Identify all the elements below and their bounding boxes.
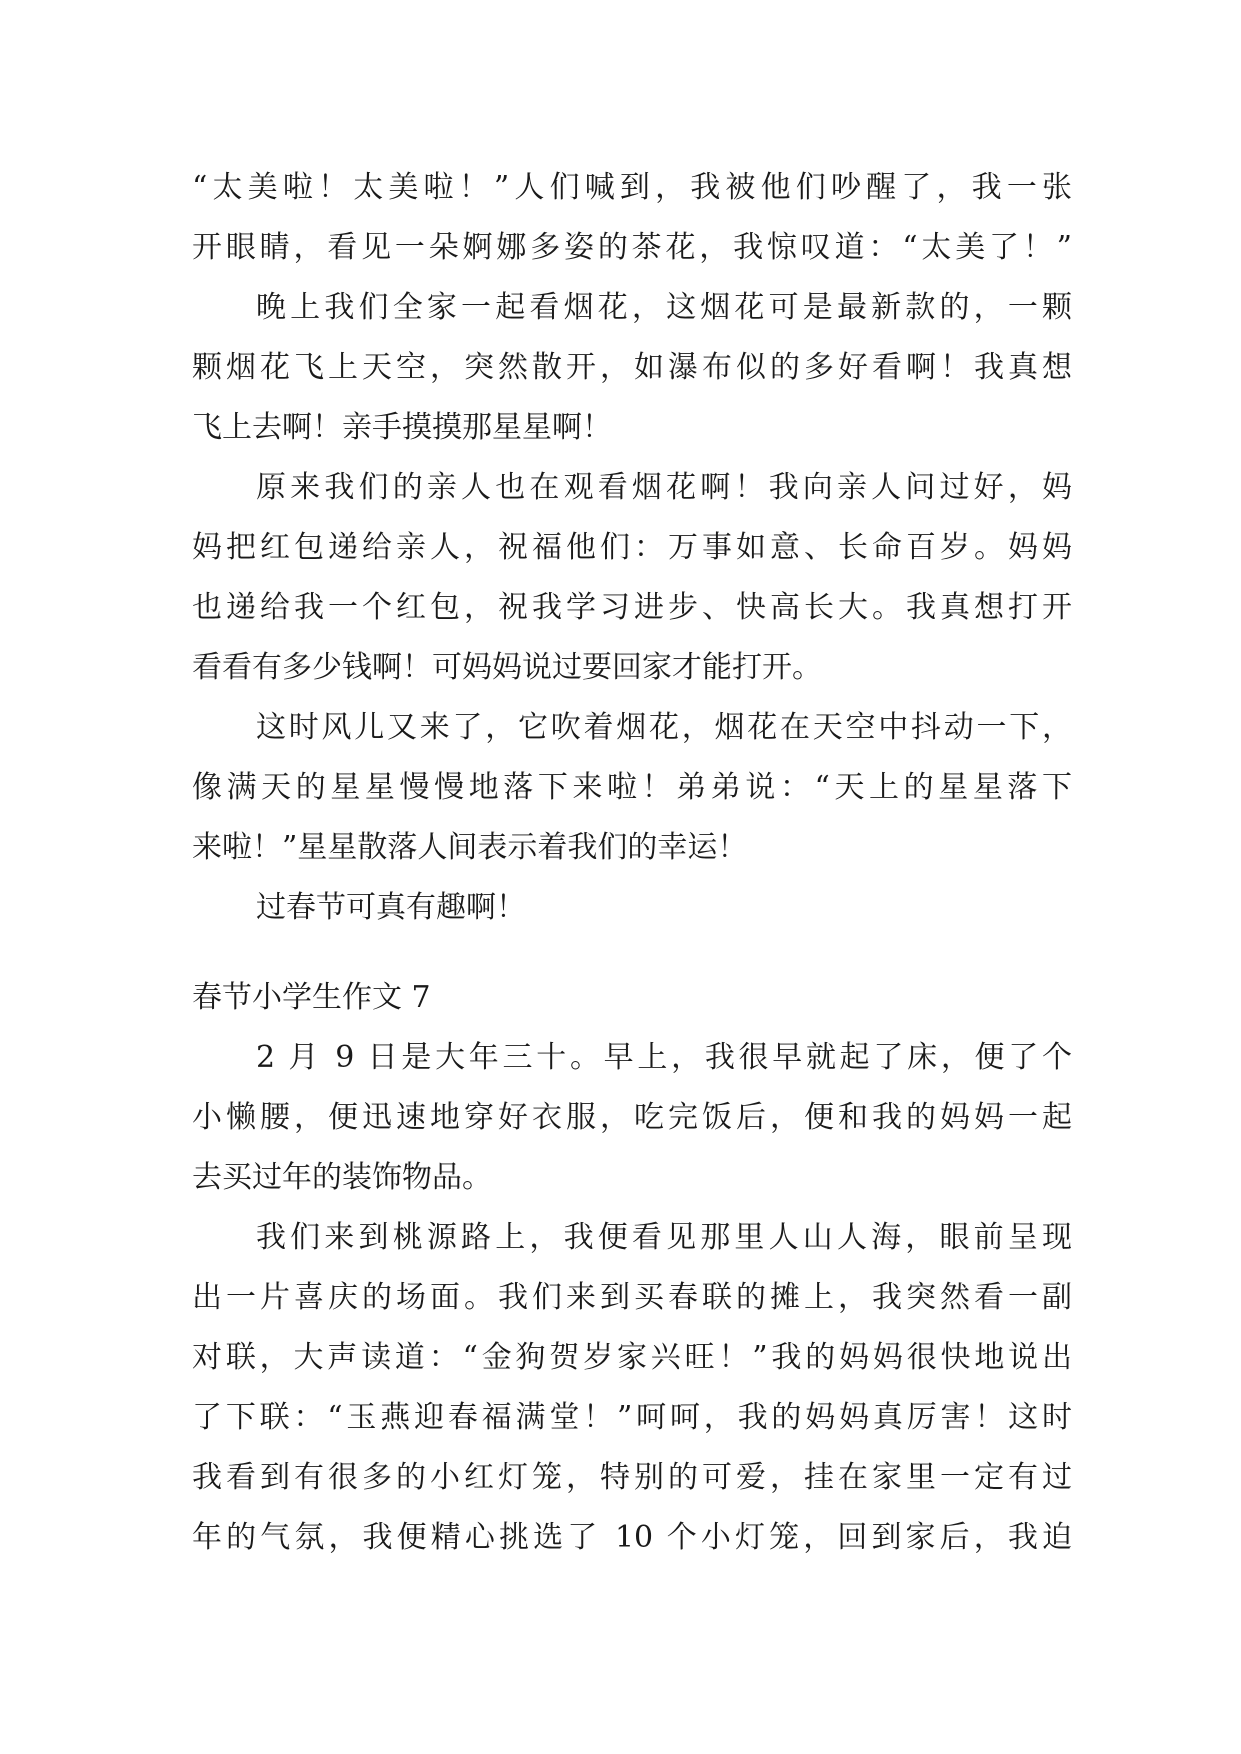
text-line: “太美啦！太美啦！”人们喊到，我被他们吵醒了，我一张 <box>192 170 1072 205</box>
paragraph-first-line: 原来我们的亲人也在观看烟花啊！我向亲人问过好，妈 <box>256 470 1072 505</box>
text-line: 了下联：“玉燕迎春福满堂！”呵呵，我的妈妈真厉害！这时 <box>192 1400 1072 1435</box>
text-line: 来啦！”星星散落人间表示着我们的幸运！ <box>192 830 748 865</box>
text-line: 也递给我一个红包，祝我学习进步、快高长大。我真想打开 <box>192 590 1072 625</box>
text-line: 开眼睛，看见一朵婀娜多姿的茶花，我惊叹道：“太美了！” <box>192 230 1072 265</box>
text-line: 妈把红包递给亲人，祝福他们：万事如意、长命百岁。妈妈 <box>192 530 1072 565</box>
paragraph-first-line: 这时风儿又来了，它吹着烟花，烟花在天空中抖动一下， <box>256 710 1072 745</box>
text-line: 对联，大声读道：“金狗贺岁家兴旺！”我的妈妈很快地说出 <box>192 1340 1072 1375</box>
text-line: 小懒腰，便迅速地穿好衣服，吃完饭后，便和我的妈妈一起 <box>192 1100 1072 1135</box>
text-line: 飞上去啊！亲手摸摸那星星啊！ <box>192 410 612 445</box>
paragraph-first-line: 我们来到桃源路上，我便看见那里人山人海，眼前呈现 <box>256 1220 1072 1255</box>
paragraph-first-line: 2 月 9 日是大年三十。早上，我很早就起了床，便了个 <box>256 1040 1072 1075</box>
text-line: 颗烟花飞上天空，突然散开，如瀑布似的多好看啊！我真想 <box>192 350 1072 385</box>
paragraph-first-line: 过春节可真有趣啊！ <box>256 890 526 925</box>
text-line: 像满天的星星慢慢地落下来啦！弟弟说：“天上的星星落下 <box>192 770 1072 805</box>
section-heading: 春节小学生作文 7 <box>192 980 431 1015</box>
text-line: 看看有多少钱啊！可妈妈说过要回家才能打开。 <box>192 650 822 685</box>
text-line: 出一片喜庆的场面。我们来到买春联的摊上，我突然看一副 <box>192 1280 1072 1315</box>
text-line: 去买过年的装饰物品。 <box>192 1160 492 1195</box>
text-line: 我看到有很多的小红灯笼，特别的可爱，挂在家里一定有过 <box>192 1460 1072 1495</box>
paragraph-first-line: 晚上我们全家一起看烟花，这烟花可是最新款的，一颗 <box>256 290 1072 325</box>
text-line: 年的气氛，我便精心挑选了 10 个小灯笼，回到家后，我迫 <box>192 1520 1072 1555</box>
